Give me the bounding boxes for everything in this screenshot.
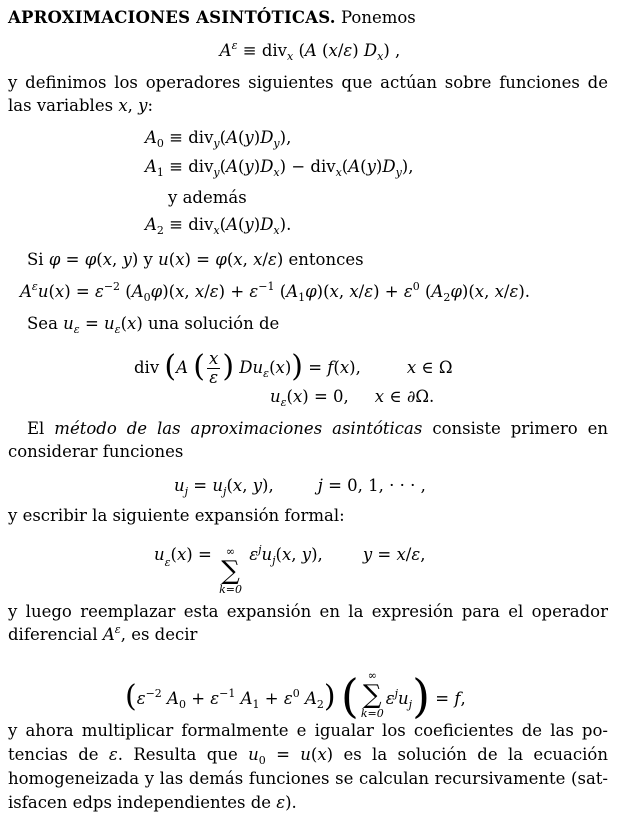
text-ahora-line-3: homogeneizada y las demás funciones se calculan recursivamente (sat- <box>8 769 608 788</box>
text-ahora-line-4: isfacen edps independientes de ε). <box>8 793 297 812</box>
equation-boundary: $u_\varepsilon(x) = 0$, x ∈ ∂Ω. <box>270 387 435 409</box>
text-escribir: y escribir la siguiente expansión formal: <box>8 506 345 525</box>
text-metodo-pre: El <box>27 419 45 438</box>
equation-a0: $A_0 \equiv div_y(A(y)D_y)$, <box>145 128 292 150</box>
text-luego-line-2: diferencial $A^\varepsilon$, es decir <box>8 623 198 644</box>
section-heading-line <box>8 8 608 28</box>
equation-final: ($\varepsilon^{-2}$ $A_0 + \varepsilon^{-1}$ $A_1 + \varepsilon^0$ $A_2$) ( ∞ ∑ k=0 $\varepsilon^ju_j) = f$, <box>125 669 466 723</box>
equation-a1: $A_1 \equiv div_y(A(y)D_x) - div_x(A(y)D_y)$, <box>145 157 414 179</box>
text-considerar: considerar funciones <box>8 442 184 461</box>
heading-tail-text: Ponemos <box>340 8 416 27</box>
text-ahora-line-2: tencias de ε. Resulta que $u_0 = u(x)$ es la solución de la ecuación <box>8 745 608 767</box>
equation-a-epsilon: $A^\varepsilon \equiv div_x$ (A (x/ε) $D_x$) , <box>219 39 401 63</box>
equation-a2: $A_2 \equiv div_x(A(y)D_x)$. <box>145 215 292 237</box>
equation-uj: $u_j = u_j(x$, y), j = 0, 1, · · · , <box>174 476 426 498</box>
text-ademas: y además <box>168 188 247 207</box>
equation-formal-expansion: $u_\varepsilon(x)$ = ∞ ∑ k=0 $\varepsilon^ju_j(x$, y), y = x/ε, <box>154 542 426 596</box>
text-operators-line-2: las variables x, y: <box>8 96 154 115</box>
text-metodo-post: consiste primero en <box>432 419 609 438</box>
equation-pde: div (A ( $\frac{x}{\varepsilon}$ ) $Du_\varepsilon(x)) = f(x)$, x ∈ Ω <box>134 348 453 387</box>
text-operators-line-1: y definimos los operadores siguientes que actúan sobre funciones de <box>8 73 608 92</box>
text-ahora-line-1: y ahora multiplicar formalmente e igualar los coeficientes de las po- <box>8 721 608 740</box>
text-metodo-italic: método de las aproximaciones asintóticas <box>54 419 423 438</box>
equation-operator-expansion: $A^\varepsilon u(x) = \varepsilon^{-2}$ $(A_0\varphi)(x$, $x/\varepsilon) + \varepsilon^{-1}$ $(A_1\varphi)(x$, $x/\varepsilon) + \varepsilon^0$ $(A_2\varphi)(x$, x/ε). <box>20 280 530 304</box>
text-si-phi: Si φ = φ(x, y) y u(x) = φ(x, x/ε) entonces <box>27 250 364 269</box>
section-heading: APROXIMACIONES ASINTÓTICAS. <box>8 8 336 27</box>
text-luego-line-1: y luego reemplazar esta expansión en la expresión para el operador <box>8 602 608 621</box>
text-sea-solution: Sea $u_\varepsilon = u_\varepsilon(x)$ una solución de <box>27 314 280 336</box>
text-metodo-line-1 <box>27 419 608 439</box>
